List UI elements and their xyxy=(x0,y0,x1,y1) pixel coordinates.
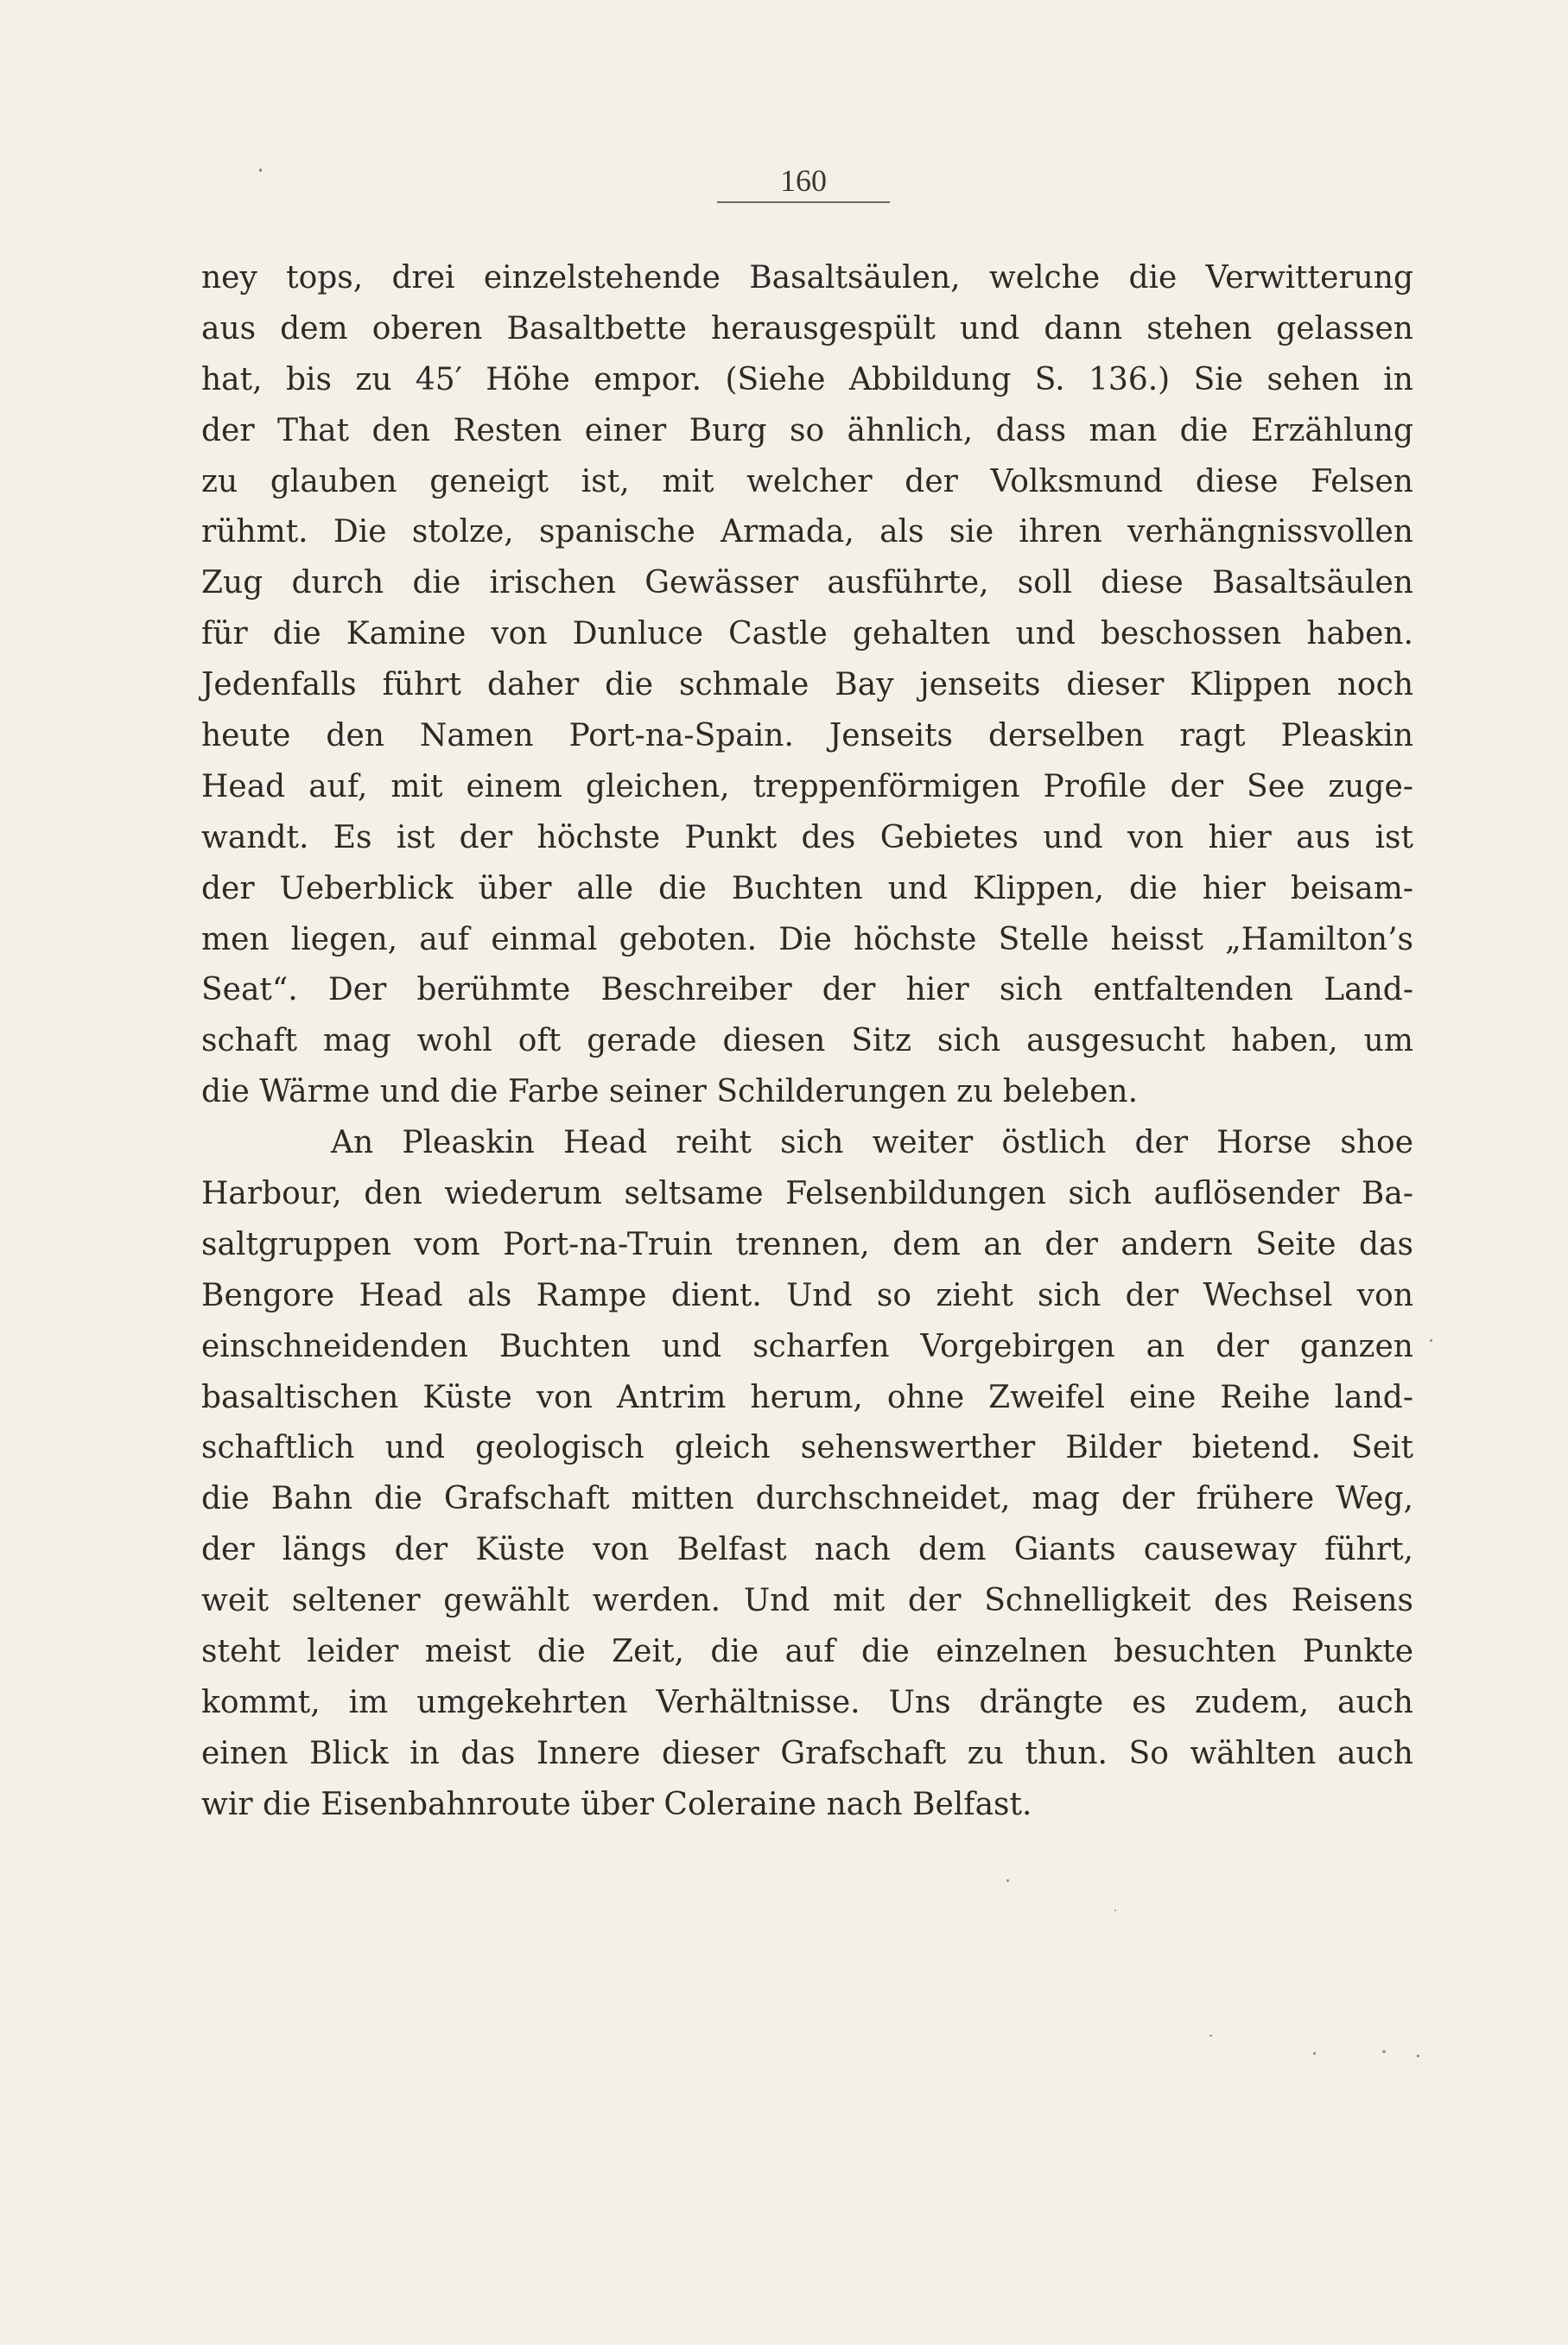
paper-speck xyxy=(1313,2052,1316,2055)
text-line: hat, bis zu 45′ Höhe empor. (Siehe Abbildung S. 136.) Sie sehen in xyxy=(201,361,1413,397)
paper-speck xyxy=(1430,1339,1432,1342)
text-line: Jedenfalls führt daher die schmale Bay jenseits dieser Klippen noch xyxy=(201,667,1413,703)
text-line: ney tops, drei einzelstehende Basaltsäulen, welche die Verwitterung xyxy=(201,260,1413,296)
paragraph xyxy=(201,253,1413,1118)
text-line: aus dem oberen Basaltbette herausgespült und dann stehen gelassen xyxy=(201,310,1413,346)
text-line: Harbour, den wiederum seltsame Felsenbildungen sich auflösender Ba- xyxy=(201,1176,1413,1212)
text-line: der That den Resten einer Burg so ähnlich, dass man die Erzählung xyxy=(201,412,1413,448)
text-line: zu glauben geneigt ist, mit welcher der Volksmund diese Felsen xyxy=(201,463,1413,499)
text-line: der Ueberblick über alle die Buchten und Klippen, die hier beisam- xyxy=(201,870,1413,906)
text-line: steht leider meist die Zeit, die auf die einzelnen besuchten Punkte xyxy=(201,1634,1413,1670)
text-line: einschneidenden Buchten und scharfen Vorgebirgen an der ganzen xyxy=(201,1328,1413,1364)
text-line: weit seltener gewählt werden. Und mit der Schnelligkeit des Reisens xyxy=(201,1583,1413,1619)
page-number-rule xyxy=(717,201,890,203)
text-line: die Bahn die Grafschaft mitten durchschneidet, mag der frühere Weg, xyxy=(201,1481,1413,1517)
text-line: An Pleaskin Head reiht sich weiter östlich der Horse shoe xyxy=(331,1125,1413,1161)
text-line: Head auf, mit einem gleichen, treppenförmigen Profile der See zuge- xyxy=(201,768,1413,804)
paper-speck xyxy=(259,168,262,172)
text-line: basaltischen Küste von Antrim herum, ohne Zweifel eine Reihe land- xyxy=(201,1379,1413,1415)
paragraph xyxy=(201,1118,1413,1830)
body-text xyxy=(201,253,1413,1831)
paper-speck xyxy=(1209,2035,1212,2037)
text-line: einen Blick in das Innere dieser Grafschaft zu thun. So wählten auch xyxy=(201,1735,1413,1771)
text-line: schaft mag wohl oft gerade diesen Sitz sich ausgesucht haben, um xyxy=(201,1023,1413,1059)
paper-speck xyxy=(1006,1879,1009,1882)
text-line: Zug durch die irischen Gewässer ausführte, soll diese Basaltsäulen xyxy=(201,565,1413,601)
text-line: saltgruppen vom Port-na-Truin trennen, dem an der andern Seite das xyxy=(201,1226,1413,1262)
text-line: die Wärme und die Farbe seiner Schilderungen zu beleben. xyxy=(201,1074,1139,1110)
text-line: wir die Eisenbahnroute über Coleraine nach Belfast. xyxy=(201,1786,1032,1822)
paper-speck xyxy=(1417,2055,1419,2057)
text-line: kommt, im umgekehrten Verhältnisse. Uns drängte es zudem, auch xyxy=(201,1684,1413,1720)
text-line: Bengore Head als Rampe dient. Und so zieht sich der Wechsel von xyxy=(201,1277,1413,1313)
paper-speck xyxy=(1114,1910,1116,1911)
text-line: heute den Namen Port-na-Spain. Jenseits derselben ragt Pleaskin xyxy=(201,718,1413,754)
text-line: Seat“. Der berühmte Beschreiber der hier sich entfaltenden Land- xyxy=(201,972,1413,1008)
text-line: wandt. Es ist der höchste Punkt des Gebietes und von hier aus ist xyxy=(201,819,1413,855)
page-number: 160 xyxy=(780,163,827,198)
paper-speck xyxy=(1382,2050,1386,2053)
text-line: für die Kamine von Dunluce Castle gehalten und beschossen haben. xyxy=(201,616,1413,652)
text-line: men liegen, auf einmal geboten. Die höchste Stelle heisst „Hamilton’s xyxy=(201,921,1413,957)
text-line: der längs der Küste von Belfast nach dem Giants causeway führt, xyxy=(201,1532,1413,1568)
text-line: rühmt. Die stolze, spanische Armada, als sie ihren verhängnissvollen xyxy=(201,514,1413,550)
text-line: schaftlich und geologisch gleich sehenswerther Bilder bietend. Seit xyxy=(201,1430,1413,1466)
